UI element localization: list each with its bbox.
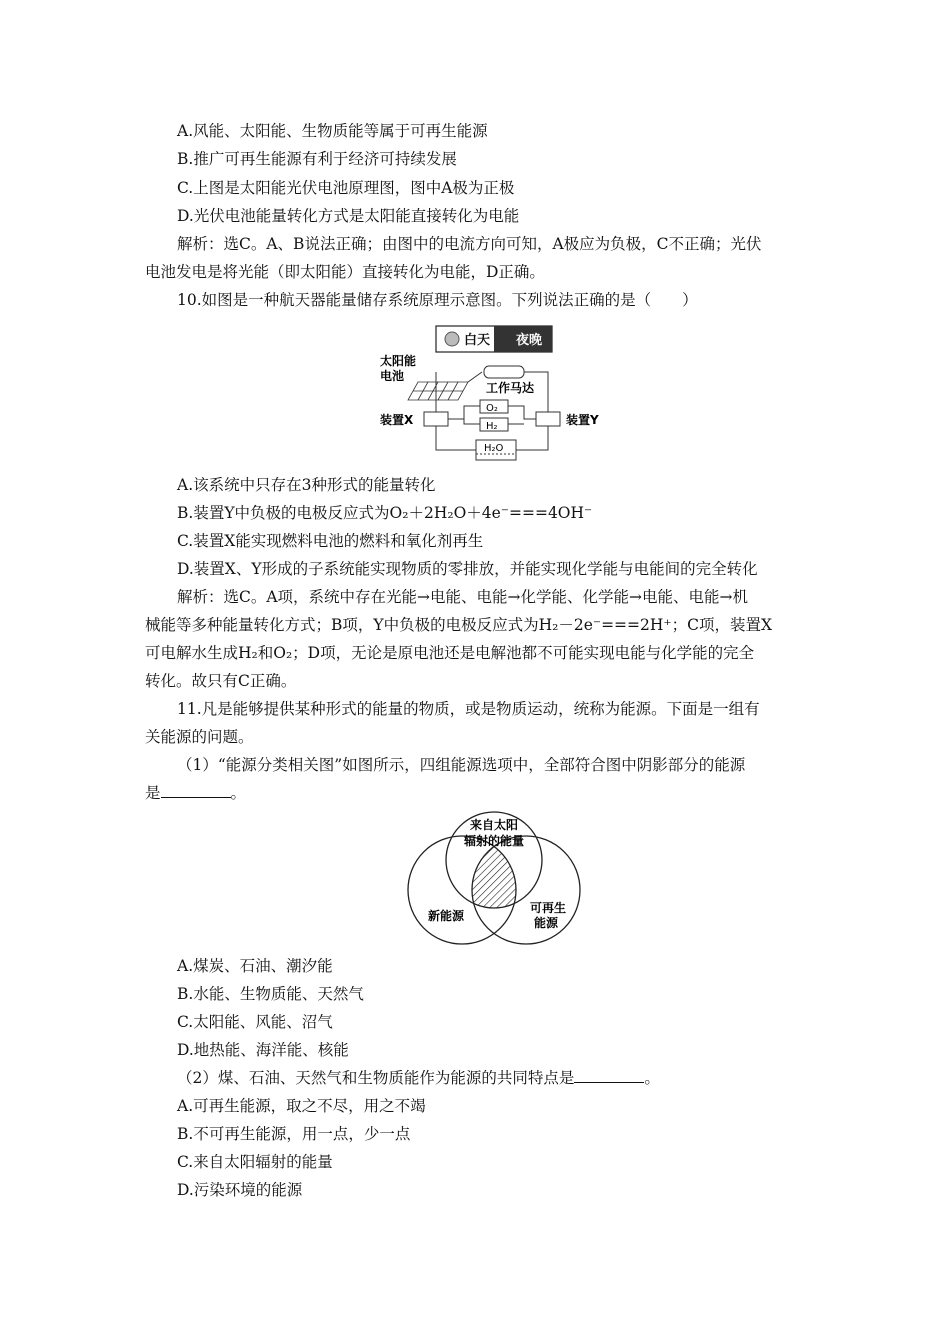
q9-analysis-line: 解析：选C。A、B说法正确；由图中的电流方向可知，A极应为负极，C不正确；光伏 xyxy=(177,235,762,253)
q11-part2-text: （2）煤、石油、天然气和生物质能作为能源的共同特点是 xyxy=(177,1069,575,1087)
h2o-label: H₂O xyxy=(484,443,504,454)
q9-option-d: D.光伏电池能量转化方式是太阳能直接转化为电能 xyxy=(177,207,520,225)
venn-right-label: 可再生 xyxy=(530,901,567,915)
q11-part2-option-d: D.污染环境的能源 xyxy=(177,1181,303,1199)
q9-option-a: A.风能、太阳能、生物质能等属于可再生能源 xyxy=(177,122,488,140)
venn-top-label: 辐射的能量 xyxy=(464,834,525,848)
q11-part2-option-c: C.来自太阳辐射的能量 xyxy=(177,1153,333,1171)
q11-part2-option-b: B.不可再生能源，用一点，少一点 xyxy=(177,1125,411,1143)
q11-part1-option-a: A.煤炭、石油、潮汐能 xyxy=(177,957,333,975)
spacecraft-energy-diagram xyxy=(376,322,626,470)
venn-diagram xyxy=(398,808,588,948)
q11-part2-stem xyxy=(177,1068,660,1088)
h2-label: H₂ xyxy=(486,421,498,432)
q11-part1-stem xyxy=(145,783,246,803)
solar-cell-label: 电池 xyxy=(380,369,405,383)
q11-part2-option-a: A.可再生能源，取之不尽，用之不竭 xyxy=(177,1097,426,1115)
q10-option-a: A.该系统中只存在3种形式的能量转化 xyxy=(177,476,436,494)
q9-option-b: B.推广可再生能源有利于经济可持续发展 xyxy=(177,150,457,168)
q11-part1-option-b: B.水能、生物质能、天然气 xyxy=(177,985,364,1003)
q10-analysis-line: 解析：选C。A项，系统中存在光能→电能、电能→化学能、化学能→电能、电能→机 xyxy=(177,588,749,606)
venn-top-label: 来自太阳 xyxy=(470,818,519,832)
motor-label: 工作马达 xyxy=(486,381,535,395)
q10-analysis-line: 转化。故只有C正确。 xyxy=(145,672,297,690)
q10-analysis-line: 可电解水生成H₂和O₂；D项，无论是原电池还是电解池都不可能实现电能与化学能的完全 xyxy=(145,644,755,662)
q11-part1-text: 是 xyxy=(145,784,161,802)
solar-cell-label: 太阳能 xyxy=(380,354,417,368)
answer-blank[interactable] xyxy=(574,1068,644,1083)
q11-part1-option-d: D.地热能、海洋能、核能 xyxy=(177,1041,349,1059)
q11-stem: 11.凡是能够提供某种形式的能量的物质，或是物质运动，统称为能源。下面是一组有 xyxy=(177,700,760,718)
q10-analysis-line: 械能等多种能量转化方式；B项，Y中负极的电极反应式为H₂－2e⁻===2H⁺；C项，装置X xyxy=(145,616,772,634)
q10-stem: 10.如图是一种航天器能量储存系统原理示意图。下列说法正确的是（ ） xyxy=(177,291,698,309)
q11-part2-text: 。 xyxy=(644,1069,660,1087)
solar-panel xyxy=(408,382,468,400)
night-label: 夜晚 xyxy=(516,333,543,348)
q10-option-c: C.装置X能实现燃料电池的燃料和氧化剂再生 xyxy=(177,532,484,550)
venn-left-label: 新能源 xyxy=(428,909,465,923)
answer-blank[interactable] xyxy=(161,783,231,798)
q10-option-b: B.装置Y中负极的电极反应式为O₂＋2H₂O＋4e⁻===4OH⁻ xyxy=(177,504,593,522)
q9-option-c: C.上图是太阳能光伏电池原理图，图中A极为正极 xyxy=(177,179,515,197)
o2-label: O₂ xyxy=(486,403,498,414)
q10-option-d: D.装置X、Y形成的子系统能实现物质的零排放，并能实现化学能与电能间的完全转化 xyxy=(177,560,758,578)
day-label: 白天 xyxy=(464,333,491,348)
device-x-label: 装置X xyxy=(380,413,414,427)
q11-part1-option-c: C.太阳能、风能、沼气 xyxy=(177,1013,333,1031)
q11-part1-stem: （1）“能源分类相关图”如图所示，四组能源选项中，全部符合图中阴影部分的能源 xyxy=(177,756,746,774)
device-y-label: 装置Y xyxy=(566,413,599,427)
q11-part1-text: 。 xyxy=(230,784,247,802)
venn-right-label: 能源 xyxy=(534,916,559,930)
motor xyxy=(484,366,524,378)
sun-icon xyxy=(445,332,459,346)
q11-stem: 关能源的问题。 xyxy=(145,728,254,746)
q9-analysis-line: 电池发电是将光能（即太阳能）直接转化为电能，D正确。 xyxy=(145,263,545,281)
